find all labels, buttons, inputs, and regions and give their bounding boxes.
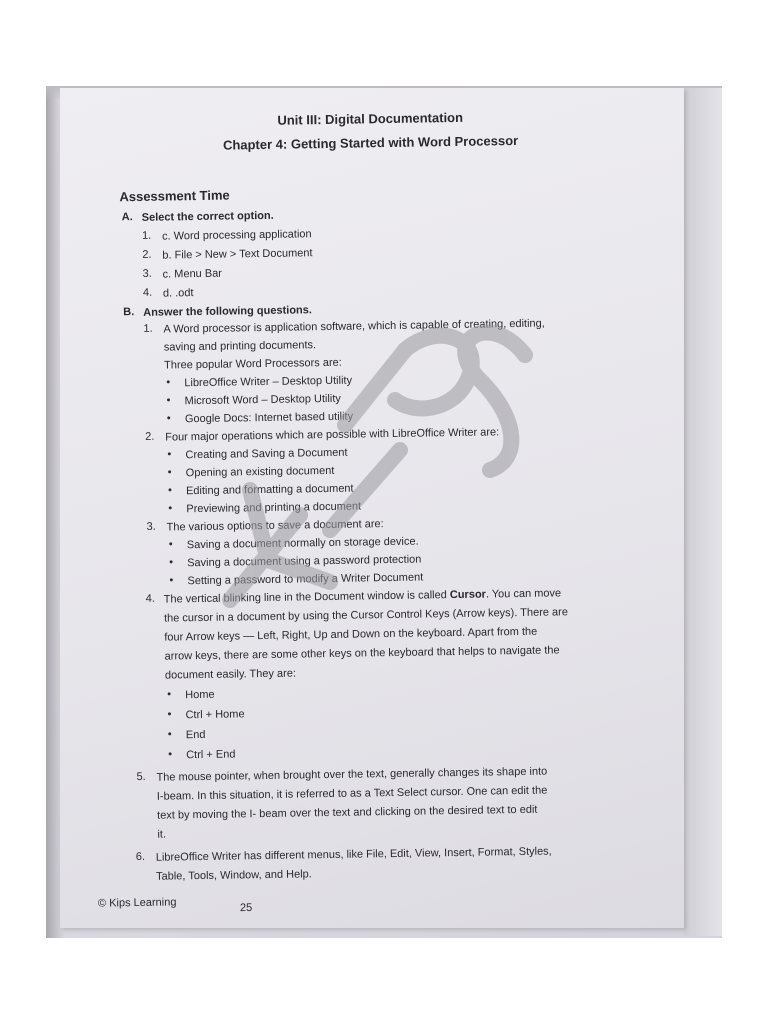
cursor-term: Cursor <box>449 588 486 602</box>
q3-bullet: Setting a password to modify a Writer Document <box>187 571 424 588</box>
a-item-number: 3. <box>142 267 152 280</box>
a-item-number: 2. <box>142 248 152 261</box>
q4-line: the cursor in a document by using the Cursor Control Keys (Arrow keys). There are <box>163 606 568 625</box>
a-item-text: c. Word processing application <box>161 228 312 243</box>
question-number: 2. <box>145 430 155 443</box>
bullet: • <box>167 728 172 741</box>
section-a-label: A. <box>121 211 133 224</box>
q4-line: document easily. They are: <box>164 667 297 682</box>
bullet: • <box>166 376 171 389</box>
q1-line: A Word processor is application software, which is capable of creating, editing, <box>163 317 545 336</box>
q1-bullet: Google Docs: Internet based utility <box>184 410 354 426</box>
question-number: 1. <box>143 322 153 335</box>
q2-bullet: Creating and Saving a Document <box>185 446 348 462</box>
unit-title: Unit III: Digital Documentation <box>277 109 464 128</box>
question-number: 3. <box>146 520 156 533</box>
q3-bullet: Saving a document normally on storage device. <box>186 535 419 552</box>
q5-line: text by moving the I- beam over the text and clicking on the desired text to edit <box>157 803 538 822</box>
a-item-number: 1. <box>141 229 152 242</box>
q6-line: Table, Tools, Window, and Help. <box>155 868 312 883</box>
adjacent-page-edge <box>684 88 722 936</box>
q4-bullet: Ctrl + End <box>186 748 236 762</box>
question-number: 6. <box>135 850 146 864</box>
bullet: • <box>167 688 172 701</box>
a-item-text: d. .odt <box>162 287 194 300</box>
assessment-heading: Assessment Time <box>119 187 230 205</box>
q3-line: The various options to save a document are: <box>166 518 384 534</box>
bullet: • <box>169 574 174 587</box>
q6-line: LibreOffice Writer has different menus, like File, Edit, View, Insert, Format, Styles, <box>155 845 552 864</box>
page-number: 25 <box>239 901 253 915</box>
q1-bullet: LibreOffice Writer – Desktop Utility <box>184 374 353 390</box>
bullet: • <box>167 466 172 479</box>
page-content <box>70 99 663 918</box>
a-item-text: c. Menu Bar <box>162 267 223 281</box>
q4-line <box>164 586 562 606</box>
bullet: • <box>167 708 172 721</box>
section-b-label: B. <box>123 306 135 319</box>
bullet: • <box>166 394 171 407</box>
q1-line: saving and printing documents. <box>163 339 317 354</box>
a-item-text: b. File > New > Text Document <box>162 247 313 262</box>
q4-text: The vertical blinking line in the Document window is called <box>163 589 450 606</box>
q2-line: Four major operations which are possible with LibreOffice Writer are: <box>165 426 500 444</box>
bullet: • <box>166 412 171 425</box>
q2-bullet: Editing and formatting a document <box>185 482 354 498</box>
a-item-number: 4. <box>142 286 153 299</box>
q5-line: it. <box>157 828 167 841</box>
bullet: • <box>169 556 174 569</box>
chapter-title: Chapter 4: Getting Started with Word Processor <box>222 132 519 153</box>
q4-bullet: Ctrl + Home <box>185 708 245 722</box>
bullet: • <box>168 502 173 515</box>
question-number: 5. <box>136 770 146 784</box>
publisher-credit: © Kips Learning <box>97 896 177 910</box>
q5-line: The mouse pointer, when brought over the text, generally changes its shape into <box>156 765 548 784</box>
bullet: • <box>167 448 172 461</box>
q4-bullet: Home <box>185 688 215 702</box>
bullet: • <box>168 748 173 761</box>
q3-bullet: Saving a document using a password protection <box>187 553 422 570</box>
bullet: • <box>167 484 172 497</box>
q4-line: four Arrow keys — Left, Right, Up and Down on the keyboard. Apart from the <box>164 625 538 644</box>
q1-line: Three popular Word Processors are: <box>163 356 342 372</box>
bullet: • <box>168 538 173 551</box>
q1-bullet: Microsoft Word – Desktop Utility <box>184 392 341 408</box>
question-number: 4. <box>145 592 156 605</box>
section-b-heading: Answer the following questions. <box>143 304 312 319</box>
q2-bullet: Previewing and printing a document <box>186 500 362 516</box>
q5-line: I-beam. In this situation, it is referred to as a Text Select cursor. One can edit the <box>156 784 548 803</box>
q4-text: . You can move <box>485 587 562 601</box>
q4-bullet: End <box>185 728 206 742</box>
section-a-heading: Select the correct option. <box>141 209 274 224</box>
q2-bullet: Opening an existing document <box>185 464 335 480</box>
q4-line: arrow keys, there are some other keys on the keyboard that helps to navigate the <box>164 644 560 663</box>
